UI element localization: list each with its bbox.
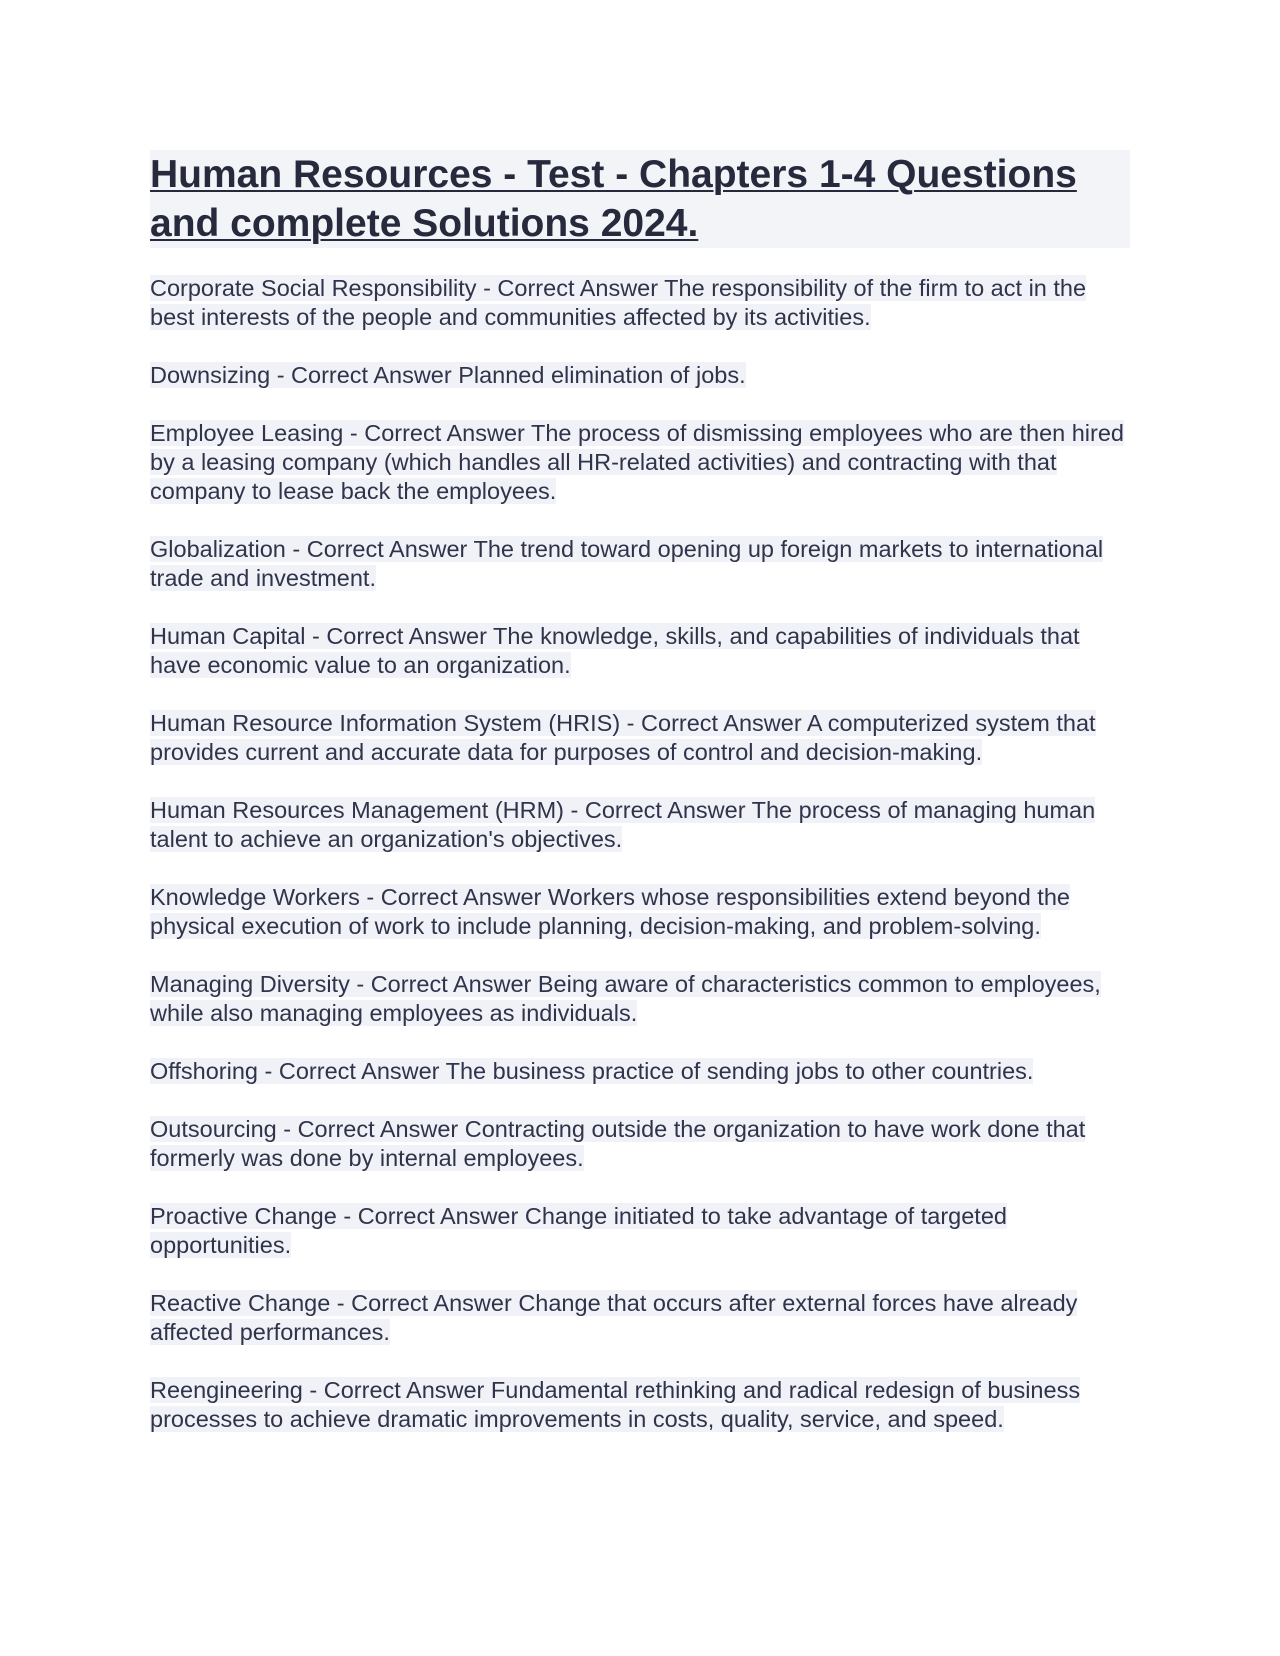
- entry-text: Outsourcing - Correct Answer Contracting outside the organization to have work done that formerly was done by internal employees.: [150, 1116, 1086, 1171]
- glossary-entry: [150, 535, 1130, 593]
- glossary-entry: [150, 970, 1130, 1028]
- entry-text: Reengineering - Correct Answer Fundamental rethinking and radical redesign of business processes to achieve dramatic improvements in costs, quality, service, and speed.: [150, 1377, 1081, 1432]
- entry-text: Corporate Social Responsibility - Correct Answer The responsibility of the firm to act in the best interests of the people and communities affected by its activities.: [150, 275, 1087, 330]
- glossary-entry: [150, 622, 1130, 680]
- entry-text: Reactive Change - Correct Answer Change that occurs after external forces have already affected performances.: [150, 1290, 1078, 1345]
- glossary-entry: [150, 796, 1130, 854]
- glossary-entry: [150, 274, 1130, 332]
- entry-text: Human Capital - Correct Answer The knowledge, skills, and capabilities of individuals that have economic value to an organization.: [150, 623, 1080, 678]
- glossary-entry: [150, 1289, 1130, 1347]
- entry-text: Knowledge Workers - Correct Answer Workers whose responsibilities extend beyond the physical execution of work to include planning, decision-making, and problem-solving.: [150, 884, 1070, 939]
- entry-text: Globalization - Correct Answer The trend toward opening up foreign markets to international trade and investment.: [150, 536, 1104, 591]
- glossary-entry: [150, 1202, 1130, 1260]
- entry-text: Managing Diversity - Correct Answer Being aware of characteristics common to employees, while also managing employees as individuals.: [150, 971, 1101, 1026]
- glossary-entry: [150, 361, 1130, 390]
- title-block: [150, 150, 1130, 248]
- document-title: Human Resources - Test - Chapters 1-4 Questions and complete Solutions 2024.: [150, 153, 1077, 245]
- entry-text: Proactive Change - Correct Answer Change initiated to take advantage of targeted opportunities.: [150, 1203, 1007, 1258]
- glossary-entry: [150, 1115, 1130, 1173]
- entry-text: Human Resource Information System (HRIS) - Correct Answer A computerized system that provides current and accurate data for purposes of control and decision-making.: [150, 710, 1096, 765]
- entry-text: Offshoring - Correct Answer The business practice of sending jobs to other countries.: [150, 1058, 1034, 1084]
- glossary-entry: [150, 1057, 1130, 1086]
- glossary-entry: [150, 709, 1130, 767]
- entry-text: Employee Leasing - Correct Answer The process of dismissing employees who are then hired by a leasing company (which handles all HR-related activities) and contracting with that company to lease back the employees.: [150, 420, 1124, 504]
- entry-text: Downsizing - Correct Answer Planned elimination of jobs.: [150, 362, 746, 388]
- document-page: [150, 150, 1130, 1463]
- glossary-entry: [150, 883, 1130, 941]
- glossary-entry: [150, 419, 1130, 506]
- glossary-entry: [150, 1376, 1130, 1434]
- entry-text: Human Resources Management (HRM) - Correct Answer The process of managing human talent to achieve an organization's objectives.: [150, 797, 1096, 852]
